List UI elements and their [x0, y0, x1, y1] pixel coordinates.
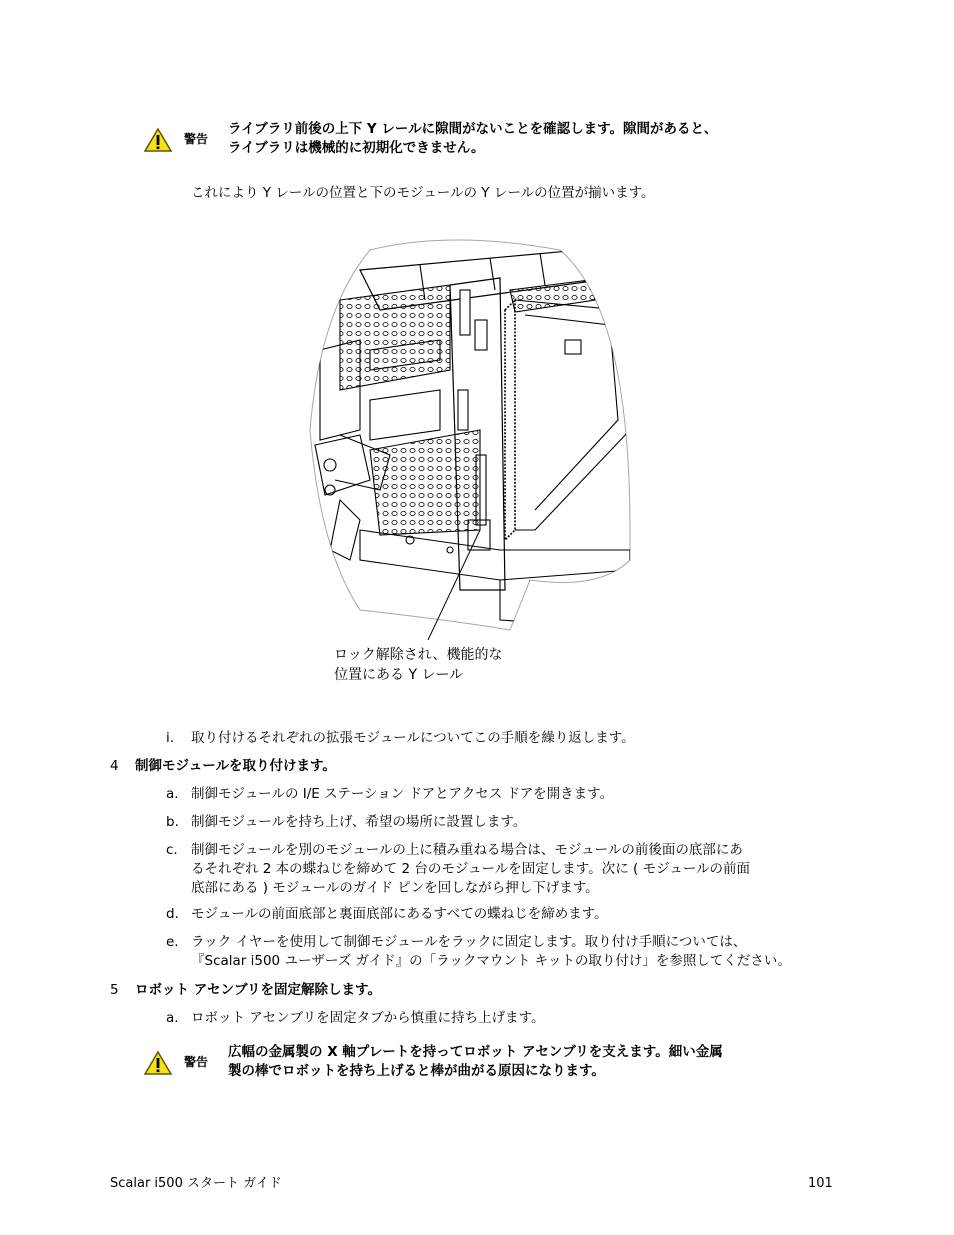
list-marker: b.	[166, 814, 179, 830]
substep-marker: i.	[166, 730, 175, 746]
list-item: モジュールの前面底部と裏面底部にあるすべての蝶ねじを締めます。	[191, 906, 608, 922]
intro-paragraph: これにより Y レールの位置と下のモジュールの Y レールの位置が揃います。	[191, 185, 655, 201]
list-marker: a.	[166, 1010, 179, 1026]
figure-callout: ロック解除され、機能的な 位置にある Y レール	[334, 647, 503, 683]
list-item: 制御モジュールを別のモジュールの上に積み重ねる場合は、モジュールの前後面の底部にあ るそれぞれ 2 本の蝶ねじを締めて 2 台のモジュールを固定します。次に ( モジュールの前面 底部にある ) モジュールのガイド ピンを回しながら押し下げます。	[191, 842, 751, 896]
list-item: ロボット アセンブリを固定タブから慎重に持ち上げます。	[191, 1010, 545, 1026]
warning-text: ライブラリ前後の上下 Y レールに隙間がないことを確認します。隙間があると、 ライブラリは機械的に初期化できません。	[228, 121, 718, 156]
module-illustration	[300, 230, 640, 640]
list-marker: a.	[166, 786, 179, 802]
warning-label: 警告	[184, 1055, 209, 1069]
step-number: 5	[110, 982, 119, 998]
list-marker: c.	[166, 842, 178, 858]
warning-text: 広幅の金属製の X 軸プレートを持ってロボット アセンブリを支えます。細い金属 製の棒でロボットを持ち上げると棒が曲がる原因になります。	[228, 1044, 723, 1079]
step-title: ロボット アセンブリを固定解除します。	[135, 982, 381, 998]
list-marker: e.	[166, 934, 179, 950]
substep-text: 取り付けるそれぞれの拡張モジュールについてこの手順を繰り返します。	[191, 730, 635, 746]
list-item: ラック イヤーを使用して制御モジュールをラックに固定します。取り付け手順については、 『Scalar i500 ユーザーズ ガイド』の「ラックマウント キットの取り付け」を参照してください。	[191, 934, 791, 969]
step-title: 制御モジュールを取り付けます。	[135, 758, 336, 774]
warning-triangle-icon	[143, 127, 173, 153]
list-item: 制御モジュールを持ち上げ、希望の場所に設置します。	[191, 814, 527, 830]
footer-doc-title: Scalar i500 スタート ガイド	[110, 1176, 282, 1191]
list-marker: d.	[166, 906, 179, 922]
step-number: 4	[110, 758, 119, 774]
page-number: 101	[808, 1176, 833, 1191]
warning-label: 警告	[184, 132, 209, 146]
warning-triangle-icon	[143, 1050, 173, 1076]
list-item: 制御モジュールの I/E ステーション ドアとアクセス ドアを開きます。	[191, 786, 614, 802]
